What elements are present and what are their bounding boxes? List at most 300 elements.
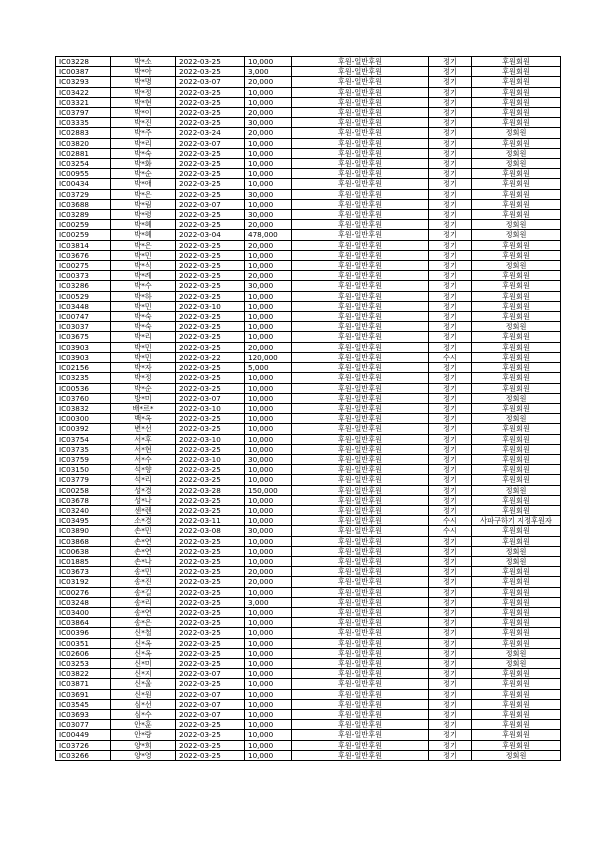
member-group-cell: 후원회원 <box>472 720 561 730</box>
donation-category-cell: 후원-일반후원 <box>292 250 429 260</box>
donation-date-cell: 2022-03-25 <box>176 363 245 373</box>
donation-amount-cell: 10,000 <box>245 261 292 271</box>
donor-id-cell: IC03871 <box>56 679 111 689</box>
donation-type-cell: 정기 <box>429 148 472 158</box>
donation-category-cell: 후원-일반후원 <box>292 57 429 67</box>
table-row <box>56 97 561 107</box>
donation-type-cell: 정기 <box>429 189 472 199</box>
donor-name-cell: 송*진 <box>111 577 176 587</box>
donation-date-cell: 2022-03-07 <box>176 393 245 403</box>
donation-category-cell: 후원-일반후원 <box>292 536 429 546</box>
donation-amount-cell: 10,000 <box>245 414 292 424</box>
donation-type-cell: 수시 <box>429 526 472 536</box>
donor-id-cell: IC03760 <box>56 393 111 403</box>
donor-name-cell: 박*소 <box>111 57 176 67</box>
donor-id-cell: IC03814 <box>56 240 111 250</box>
member-group-cell: 정회원 <box>472 750 561 760</box>
donation-type-cell: 정기 <box>429 577 472 587</box>
table-row <box>56 628 561 638</box>
donation-category-cell: 후원-일반후원 <box>292 363 429 373</box>
member-group-cell: 후원회원 <box>472 710 561 720</box>
donor-id-cell: IC00529 <box>56 291 111 301</box>
donor-id-cell: IC03726 <box>56 740 111 750</box>
donor-name-cell: 박*주 <box>111 128 176 138</box>
donation-type-cell: 정기 <box>429 373 472 383</box>
donor-name-cell: 송*민 <box>111 567 176 577</box>
donor-name-cell: 심*선 <box>111 699 176 709</box>
member-group-cell: 정회원 <box>472 322 561 332</box>
donation-date-cell: 2022-03-07 <box>176 138 245 148</box>
donor-name-cell: 박*아 <box>111 67 176 77</box>
donation-category-cell: 후원-일반후원 <box>292 730 429 740</box>
donation-category-cell: 후원-일반후원 <box>292 577 429 587</box>
donor-id-cell: IC03678 <box>56 495 111 505</box>
donation-type-cell: 정기 <box>429 454 472 464</box>
donation-type-cell: 정기 <box>429 363 472 373</box>
table-row <box>56 414 561 424</box>
table-row <box>56 128 561 138</box>
donation-type-cell: 정기 <box>429 159 472 169</box>
donor-id-cell: IC03240 <box>56 505 111 515</box>
donation-category-cell: 후원-일반후원 <box>292 383 429 393</box>
donation-category-cell: 후원-일반후원 <box>292 618 429 628</box>
donor-id-cell: IC03779 <box>56 475 111 485</box>
donation-amount-cell: 10,000 <box>245 424 292 434</box>
donation-category-cell: 후원-일반후원 <box>292 454 429 464</box>
donor-id-cell: IC03235 <box>56 373 111 383</box>
table-row <box>56 720 561 730</box>
donation-date-cell: 2022-03-25 <box>176 97 245 107</box>
donation-date-cell: 2022-03-25 <box>176 210 245 220</box>
table-row <box>56 556 561 566</box>
donation-amount-cell: 20,000 <box>245 342 292 352</box>
donor-id-cell: IC02156 <box>56 363 111 373</box>
donation-date-cell: 2022-03-25 <box>176 189 245 199</box>
donor-name-cell: 박*진 <box>111 118 176 128</box>
donation-amount-cell: 10,000 <box>245 97 292 107</box>
donor-name-cell: 송*연 <box>111 607 176 617</box>
donation-amount-cell: 30,000 <box>245 189 292 199</box>
donor-id-cell: IC02606 <box>56 648 111 658</box>
member-group-cell: 후원회원 <box>472 526 561 536</box>
table-row <box>56 250 561 260</box>
member-group-cell: 사파구하기 지정후원자 <box>472 516 561 526</box>
table-row <box>56 587 561 597</box>
table-row <box>56 67 561 77</box>
donation-type-cell: 정기 <box>429 271 472 281</box>
table-row <box>56 750 561 760</box>
donor-name-cell: 방*미 <box>111 393 176 403</box>
member-group-cell: 후원회원 <box>472 669 561 679</box>
donation-category-cell: 후원-일반후원 <box>292 291 429 301</box>
donor-id-cell: IC00259 <box>56 220 111 230</box>
donor-id-cell: IC03495 <box>56 516 111 526</box>
donation-amount-cell: 10,000 <box>245 291 292 301</box>
donation-amount-cell: 10,000 <box>245 587 292 597</box>
donation-type-cell: 정기 <box>429 220 472 230</box>
donation-category-cell: 후원-일반후원 <box>292 444 429 454</box>
table-row <box>56 77 561 87</box>
donation-type-cell: 정기 <box>429 128 472 138</box>
donor-id-cell: IC00300 <box>56 414 111 424</box>
donor-name-cell: 박*순 <box>111 383 176 393</box>
donation-category-cell: 후원-일반후원 <box>292 638 429 648</box>
donation-date-cell: 2022-03-25 <box>176 556 245 566</box>
donation-date-cell: 2022-03-07 <box>176 699 245 709</box>
donor-id-cell: IC02883 <box>56 128 111 138</box>
member-group-cell: 후원회원 <box>472 57 561 67</box>
donation-amount-cell: 10,000 <box>245 199 292 209</box>
donation-amount-cell: 10,000 <box>245 475 292 485</box>
member-group-cell: 후원회원 <box>472 97 561 107</box>
member-group-cell: 후원회원 <box>472 638 561 648</box>
donor-id-cell: IC03691 <box>56 689 111 699</box>
donation-date-cell: 2022-03-24 <box>176 128 245 138</box>
donor-name-cell: 박*순 <box>111 169 176 179</box>
donor-name-cell: 손*민 <box>111 526 176 536</box>
donor-name-cell: 신*옥 <box>111 648 176 658</box>
table-row <box>56 332 561 342</box>
donation-type-cell: 정기 <box>429 710 472 720</box>
donor-id-cell: IC03675 <box>56 332 111 342</box>
donation-date-cell: 2022-03-10 <box>176 403 245 413</box>
donation-type-cell: 정기 <box>429 505 472 515</box>
donation-category-cell: 후원-일반후원 <box>292 648 429 658</box>
donation-amount-cell: 5,000 <box>245 363 292 373</box>
donation-type-cell: 수시 <box>429 352 472 362</box>
donation-category-cell: 후원-일반후원 <box>292 750 429 760</box>
donation-category-cell: 후원-일반후원 <box>292 87 429 97</box>
donation-category-cell: 후원-일반후원 <box>292 210 429 220</box>
donation-amount-cell: 10,000 <box>245 689 292 699</box>
table-row <box>56 699 561 709</box>
table-row <box>56 597 561 607</box>
donation-amount-cell: 20,000 <box>245 220 292 230</box>
donation-type-cell: 정기 <box>429 444 472 454</box>
donation-category-cell: 후원-일반후원 <box>292 322 429 332</box>
donation-amount-cell: 10,000 <box>245 740 292 750</box>
member-group-cell: 후원회원 <box>472 352 561 362</box>
donation-category-cell: 후원-일반후원 <box>292 199 429 209</box>
donation-amount-cell: 20,000 <box>245 77 292 87</box>
donor-id-cell: IC03448 <box>56 301 111 311</box>
donation-category-cell: 후원-일반후원 <box>292 516 429 526</box>
donation-type-cell: 정기 <box>429 536 472 546</box>
donor-id-cell: IC00955 <box>56 169 111 179</box>
donation-date-cell: 2022-03-25 <box>176 607 245 617</box>
donation-type-cell: 정기 <box>429 261 472 271</box>
donor-name-cell: 박*령 <box>111 210 176 220</box>
donor-name-cell: 신*철 <box>111 628 176 638</box>
donor-id-cell: IC03822 <box>56 669 111 679</box>
donation-date-cell: 2022-03-25 <box>176 220 245 230</box>
donation-date-cell: 2022-03-25 <box>176 271 245 281</box>
donation-date-cell: 2022-03-25 <box>176 495 245 505</box>
donation-date-cell: 2022-03-25 <box>176 281 245 291</box>
donor-name-cell: 박*숙 <box>111 322 176 332</box>
donation-amount-cell: 10,000 <box>245 658 292 668</box>
donor-name-cell: 박*민 <box>111 250 176 260</box>
donation-category-cell: 후원-일반후원 <box>292 414 429 424</box>
donor-name-cell: 박*화 <box>111 159 176 169</box>
donor-name-cell: 성*나 <box>111 495 176 505</box>
table-row <box>56 577 561 587</box>
donor-id-cell: IC03286 <box>56 281 111 291</box>
member-group-cell: 후원회원 <box>472 403 561 413</box>
donation-date-cell: 2022-03-25 <box>176 148 245 158</box>
member-group-cell: 후원회원 <box>472 240 561 250</box>
donor-name-cell: 백*옥 <box>111 414 176 424</box>
table-row <box>56 658 561 668</box>
donation-category-cell: 후원-일반후원 <box>292 332 429 342</box>
table-row <box>56 271 561 281</box>
donor-id-cell: IC03832 <box>56 403 111 413</box>
member-group-cell: 정회원 <box>472 546 561 556</box>
donation-type-cell: 정기 <box>429 485 472 495</box>
table-row <box>56 495 561 505</box>
table-row <box>56 363 561 373</box>
donor-name-cell: 박*식 <box>111 261 176 271</box>
donation-type-cell: 정기 <box>429 679 472 689</box>
donation-date-cell: 2022-03-25 <box>176 322 245 332</box>
member-group-cell: 후원회원 <box>472 465 561 475</box>
member-group-cell: 후원회원 <box>472 587 561 597</box>
donation-date-cell: 2022-03-25 <box>176 567 245 577</box>
donation-date-cell: 2022-03-25 <box>176 342 245 352</box>
donor-name-cell: 배*르* <box>111 403 176 413</box>
table-row <box>56 57 561 67</box>
donor-id-cell: IC03903 <box>56 342 111 352</box>
donation-amount-cell: 10,000 <box>245 312 292 322</box>
donation-amount-cell: 10,000 <box>245 607 292 617</box>
member-group-cell: 정회원 <box>472 148 561 158</box>
donation-type-cell: 정기 <box>429 57 472 67</box>
donor-name-cell: 손*연 <box>111 546 176 556</box>
member-group-cell: 후원회원 <box>472 77 561 87</box>
donation-date-cell: 2022-03-25 <box>176 597 245 607</box>
donor-id-cell: IC03077 <box>56 720 111 730</box>
table-row <box>56 526 561 536</box>
donation-date-cell: 2022-03-07 <box>176 199 245 209</box>
donor-name-cell: 박*숙 <box>111 148 176 158</box>
donation-amount-cell: 150,000 <box>245 485 292 495</box>
donor-id-cell: IC03903 <box>56 352 111 362</box>
donation-type-cell: 정기 <box>429 720 472 730</box>
donation-date-cell: 2022-03-07 <box>176 669 245 679</box>
donation-amount-cell: 10,000 <box>245 556 292 566</box>
donor-id-cell: IC03192 <box>56 577 111 587</box>
donation-type-cell: 정기 <box>429 434 472 444</box>
table-row <box>56 669 561 679</box>
donation-table-body <box>56 57 561 761</box>
donation-date-cell: 2022-03-25 <box>176 679 245 689</box>
table-row <box>56 148 561 158</box>
donation-category-cell: 후원-일반후원 <box>292 597 429 607</box>
donation-date-cell: 2022-03-25 <box>176 505 245 515</box>
table-row <box>56 434 561 444</box>
donation-amount-cell: 10,000 <box>245 383 292 393</box>
donation-category-cell: 후원-일반후원 <box>292 424 429 434</box>
donation-category-cell: 후원-일반후원 <box>292 118 429 128</box>
donation-date-cell: 2022-03-25 <box>176 169 245 179</box>
member-group-cell: 후원회원 <box>472 424 561 434</box>
donor-name-cell: 신*울 <box>111 679 176 689</box>
donation-type-cell: 정기 <box>429 465 472 475</box>
donor-name-cell: 박*은 <box>111 189 176 199</box>
member-group-cell: 후원회원 <box>472 454 561 464</box>
donation-date-cell: 2022-03-25 <box>176 628 245 638</box>
donation-type-cell: 정기 <box>429 424 472 434</box>
table-row <box>56 240 561 250</box>
donor-id-cell: IC03253 <box>56 658 111 668</box>
donor-name-cell: 센*렌 <box>111 505 176 515</box>
donor-id-cell: IC00387 <box>56 67 111 77</box>
member-group-cell: 후원회원 <box>472 108 561 118</box>
table-row <box>56 516 561 526</box>
donation-type-cell: 정기 <box>429 638 472 648</box>
member-group-cell: 후원회원 <box>472 363 561 373</box>
table-row <box>56 312 561 322</box>
donor-id-cell: IC01885 <box>56 556 111 566</box>
donation-amount-cell: 10,000 <box>245 322 292 332</box>
donation-date-cell: 2022-03-25 <box>176 658 245 668</box>
donation-category-cell: 후원-일반후원 <box>292 230 429 240</box>
donor-id-cell: IC03248 <box>56 597 111 607</box>
table-row <box>56 567 561 577</box>
donation-category-cell: 후원-일반후원 <box>292 679 429 689</box>
donation-amount-cell: 10,000 <box>245 495 292 505</box>
donation-type-cell: 정기 <box>429 567 472 577</box>
donation-category-cell: 후원-일반후원 <box>292 628 429 638</box>
donor-name-cell: 석*리 <box>111 475 176 485</box>
donation-category-cell: 후원-일반후원 <box>292 128 429 138</box>
donor-name-cell: 박*민 <box>111 352 176 362</box>
donation-date-cell: 2022-03-25 <box>176 638 245 648</box>
donation-date-cell: 2022-03-04 <box>176 230 245 240</box>
member-group-cell: 후원회원 <box>472 740 561 750</box>
donation-category-cell: 후원-일반후원 <box>292 393 429 403</box>
donor-name-cell: 서*수 <box>111 454 176 464</box>
donor-name-cell: 심*수 <box>111 710 176 720</box>
donor-name-cell: 박*명 <box>111 77 176 87</box>
donation-amount-cell: 20,000 <box>245 567 292 577</box>
donation-amount-cell: 10,000 <box>245 505 292 515</box>
donation-type-cell: 정기 <box>429 403 472 413</box>
donation-date-cell: 2022-03-25 <box>176 546 245 556</box>
donation-amount-cell: 10,000 <box>245 250 292 260</box>
donation-category-cell: 후원-일반후원 <box>292 740 429 750</box>
donation-category-cell: 후원-일반후원 <box>292 220 429 230</box>
donor-name-cell: 박*례 <box>111 271 176 281</box>
donation-amount-cell: 10,000 <box>245 403 292 413</box>
donor-name-cell: 박*림 <box>111 199 176 209</box>
donor-id-cell: IC03820 <box>56 138 111 148</box>
donation-category-cell: 후원-일반후원 <box>292 342 429 352</box>
member-group-cell: 정회원 <box>472 485 561 495</box>
donor-name-cell: 박*하 <box>111 291 176 301</box>
donation-amount-cell: 10,000 <box>245 444 292 454</box>
donation-category-cell: 후원-일반후원 <box>292 159 429 169</box>
member-group-cell: 후원회원 <box>472 444 561 454</box>
member-group-cell: 후원회원 <box>472 312 561 322</box>
table-row <box>56 465 561 475</box>
donor-id-cell: IC03321 <box>56 97 111 107</box>
donation-category-cell: 후원-일반후원 <box>292 505 429 515</box>
member-group-cell: 후원회원 <box>472 138 561 148</box>
donation-date-cell: 2022-03-25 <box>176 312 245 322</box>
donation-category-cell: 후원-일반후원 <box>292 312 429 322</box>
donation-category-cell: 후원-일반후원 <box>292 97 429 107</box>
member-group-cell: 후원회원 <box>472 291 561 301</box>
donor-id-cell: IC00275 <box>56 261 111 271</box>
donation-category-cell: 후원-일반후원 <box>292 720 429 730</box>
member-group-cell: 정회원 <box>472 648 561 658</box>
donation-category-cell: 후원-일반후원 <box>292 148 429 158</box>
donor-id-cell: IC00276 <box>56 587 111 597</box>
donation-type-cell: 정기 <box>429 669 472 679</box>
table-row <box>56 444 561 454</box>
donation-category-cell: 후원-일반후원 <box>292 475 429 485</box>
donation-category-cell: 후원-일반후원 <box>292 108 429 118</box>
donation-amount-cell: 30,000 <box>245 118 292 128</box>
donation-date-cell: 2022-03-25 <box>176 720 245 730</box>
member-group-cell: 후원회원 <box>472 210 561 220</box>
donation-amount-cell: 10,000 <box>245 169 292 179</box>
donor-name-cell: 박*애 <box>111 179 176 189</box>
member-group-cell: 후원회원 <box>472 505 561 515</box>
donation-type-cell: 정기 <box>429 587 472 597</box>
donation-category-cell: 후원-일반후원 <box>292 546 429 556</box>
donation-amount-cell: 10,000 <box>245 57 292 67</box>
donation-category-cell: 후원-일반후원 <box>292 658 429 668</box>
member-group-cell: 후원회원 <box>472 730 561 740</box>
table-row <box>56 118 561 128</box>
member-group-cell: 후원회원 <box>472 373 561 383</box>
member-group-cell: 후원회원 <box>472 577 561 587</box>
table-row <box>56 536 561 546</box>
donor-name-cell: 박*숙 <box>111 312 176 322</box>
member-group-cell: 후원회원 <box>472 383 561 393</box>
donor-id-cell: IC00373 <box>56 271 111 281</box>
donor-id-cell: IC00536 <box>56 383 111 393</box>
member-group-cell: 정회원 <box>472 128 561 138</box>
donor-name-cell: 변*선 <box>111 424 176 434</box>
donation-category-cell: 후원-일반후원 <box>292 240 429 250</box>
member-group-cell: 정회원 <box>472 220 561 230</box>
donation-type-cell: 정기 <box>429 312 472 322</box>
donation-type-cell: 정기 <box>429 607 472 617</box>
member-group-cell: 후원회원 <box>472 199 561 209</box>
donation-type-cell: 정기 <box>429 495 472 505</box>
donor-name-cell: 송*길 <box>111 587 176 597</box>
donation-type-cell: 정기 <box>429 138 472 148</box>
donation-category-cell: 후원-일반후원 <box>292 587 429 597</box>
table-row <box>56 261 561 271</box>
donation-amount-cell: 10,000 <box>245 373 292 383</box>
member-group-cell: 정회원 <box>472 414 561 424</box>
donation-date-cell: 2022-03-25 <box>176 730 245 740</box>
donation-category-cell: 후원-일반후원 <box>292 261 429 271</box>
member-group-cell: 후원회원 <box>472 179 561 189</box>
donation-amount-cell: 10,000 <box>245 138 292 148</box>
member-group-cell: 후원회원 <box>472 118 561 128</box>
donation-amount-cell: 10,000 <box>245 638 292 648</box>
donor-id-cell: IC03293 <box>56 77 111 87</box>
donation-type-cell: 정기 <box>429 750 472 760</box>
donation-amount-cell: 3,000 <box>245 67 292 77</box>
donation-category-cell: 후원-일반후원 <box>292 77 429 87</box>
donation-date-cell: 2022-03-25 <box>176 577 245 587</box>
